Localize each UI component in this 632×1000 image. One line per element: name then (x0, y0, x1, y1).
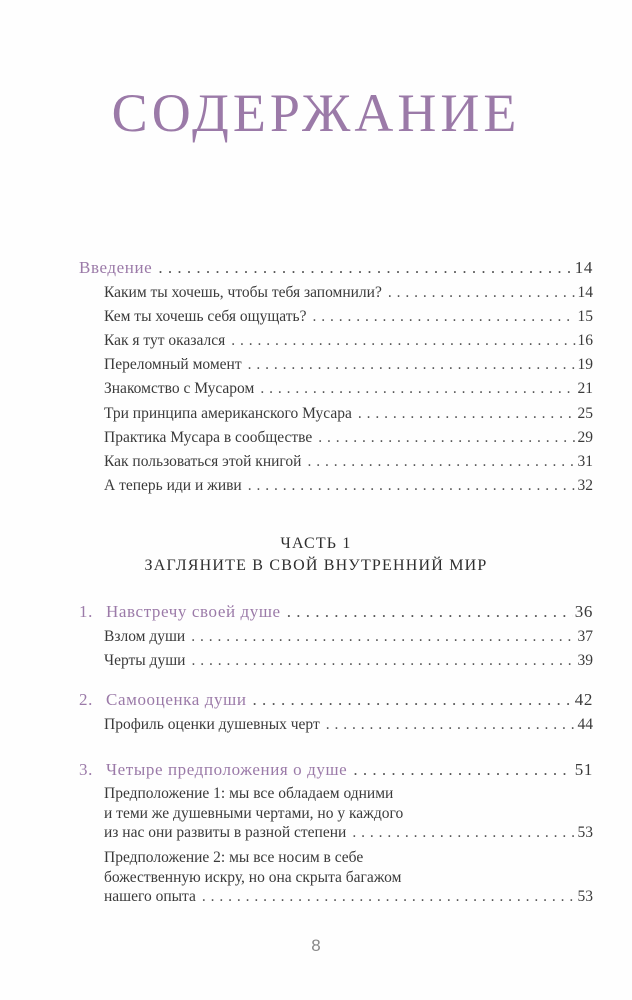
toc-chapter-3[interactable] (79, 760, 593, 780)
toc-entry-page: 14 (574, 258, 593, 277)
chapter-title: Навстречу своей душе (106, 602, 281, 621)
leader-dots (352, 824, 575, 842)
toc-entry-page: 14 (577, 284, 593, 301)
leader-dots (312, 308, 575, 326)
toc-entry-intro[interactable] (79, 258, 593, 278)
toc-entry-multiline-2[interactable] (104, 848, 401, 888)
leader-dots (353, 760, 572, 780)
toc-entry-label: Переломный момент (104, 356, 242, 373)
leader-dots (248, 356, 576, 374)
leader-dots (231, 332, 575, 350)
toc-entry[interactable] (104, 628, 593, 646)
toc-entry-label: А теперь иди и живи (104, 477, 242, 494)
chapter-number: 3. (79, 760, 93, 779)
toc-entry-page: 15 (577, 308, 593, 325)
toc-entry[interactable] (104, 716, 593, 734)
part-heading: ЧАСТЬ 1 (280, 535, 352, 552)
chapter-number: 1. (79, 602, 93, 621)
toc-entry[interactable] (104, 429, 593, 447)
toc-entry-line: Предположение 1: мы все обладаем одними (104, 785, 394, 802)
toc-entry-label: Кем ты хочешь себя ощущать? (104, 308, 307, 325)
toc-entry[interactable] (104, 652, 593, 670)
toc-entry-label: Три принципа американского Мусара (104, 405, 352, 422)
toc-entry-label: Знакомство с Мусаром (104, 380, 255, 397)
toc-entry-line: божественную искру, но она скрыта багажом (104, 869, 402, 886)
leader-dots (158, 258, 572, 278)
toc-entry-page: 53 (577, 824, 593, 841)
toc-entry-page: 42 (574, 690, 593, 709)
toc-entry[interactable] (104, 477, 593, 495)
toc-entry-label: Взлом души (104, 628, 186, 645)
toc-chapter-label (79, 760, 347, 780)
leader-dots (307, 453, 575, 471)
toc-chapter-label (79, 690, 247, 710)
page-title: СОДЕРЖАНИЕ (111, 83, 521, 143)
leader-dots (191, 652, 575, 670)
leader-dots (253, 690, 573, 710)
toc-entry-label: Черты души (104, 652, 186, 669)
toc-entry[interactable] (104, 332, 593, 350)
toc-entry-line: и теми же душевными чертами, но у каждого (104, 805, 404, 822)
leader-dots (260, 380, 575, 398)
toc-chapter-1[interactable] (79, 602, 593, 622)
toc-entry-page: 51 (574, 760, 593, 779)
leader-dots (326, 716, 576, 734)
toc-entry-page: 37 (577, 628, 593, 645)
toc-entry-page: 31 (577, 453, 593, 470)
toc-entry[interactable] (104, 453, 593, 471)
toc-entry-label: Как пользоваться этой книгой (104, 453, 302, 470)
leader-dots (191, 628, 575, 646)
part-subheading: ЗАГЛЯНИТЕ В СВОЙ ВНУТРЕННИЙ МИР (144, 557, 488, 574)
leader-dots (248, 477, 576, 495)
toc-entry-multiline-1[interactable] (104, 784, 403, 824)
toc-entry-last-line[interactable] (104, 888, 593, 906)
toc-entry[interactable] (104, 380, 593, 398)
toc-chapter-2[interactable] (79, 690, 593, 710)
chapter-number: 2. (79, 690, 93, 709)
toc-entry-line: Предположение 2: мы все носим в себе (104, 849, 364, 866)
toc-entry-page: 36 (574, 602, 593, 621)
toc-entry-page: 44 (577, 716, 593, 733)
toc-entry-label: Как я тут оказался (104, 332, 226, 349)
toc-entry[interactable] (104, 405, 593, 423)
toc-entry-last-line[interactable] (104, 824, 593, 842)
toc-entry-page: 39 (577, 652, 593, 669)
leader-dots (318, 429, 575, 447)
toc-entry-page: 29 (577, 429, 593, 446)
toc-entry-label: нашего опыта (104, 888, 196, 905)
page-number: 8 (311, 936, 321, 955)
toc-entry[interactable] (104, 284, 593, 302)
toc-entry-page: 19 (577, 356, 593, 373)
chapter-title: Самооценка души (106, 690, 247, 709)
leader-dots (358, 405, 576, 423)
toc-entry-label: из нас они развиты в разной степени (104, 824, 347, 841)
toc-entry-page: 25 (577, 405, 593, 422)
toc-entry-page: 53 (577, 888, 593, 905)
toc-entry-page: 21 (577, 380, 593, 397)
chapter-title: Четыре предположения о душе (106, 760, 348, 779)
toc-entry[interactable] (104, 356, 593, 374)
toc-entry-label: Практика Мусара в сообществе (104, 429, 313, 446)
toc-entry-label: Введение (79, 258, 153, 277)
toc-entry-label: Профиль оценки душевных черт (104, 716, 320, 733)
toc-entry-label: Каким ты хочешь, чтобы тебя запомнили? (104, 284, 382, 301)
leader-dots (202, 888, 576, 906)
toc-entry[interactable] (104, 308, 593, 326)
toc-entry-page: 32 (577, 477, 593, 494)
toc-entry-page: 16 (577, 332, 593, 349)
leader-dots (388, 284, 576, 302)
leader-dots (287, 602, 573, 622)
toc-chapter-label (79, 602, 281, 622)
